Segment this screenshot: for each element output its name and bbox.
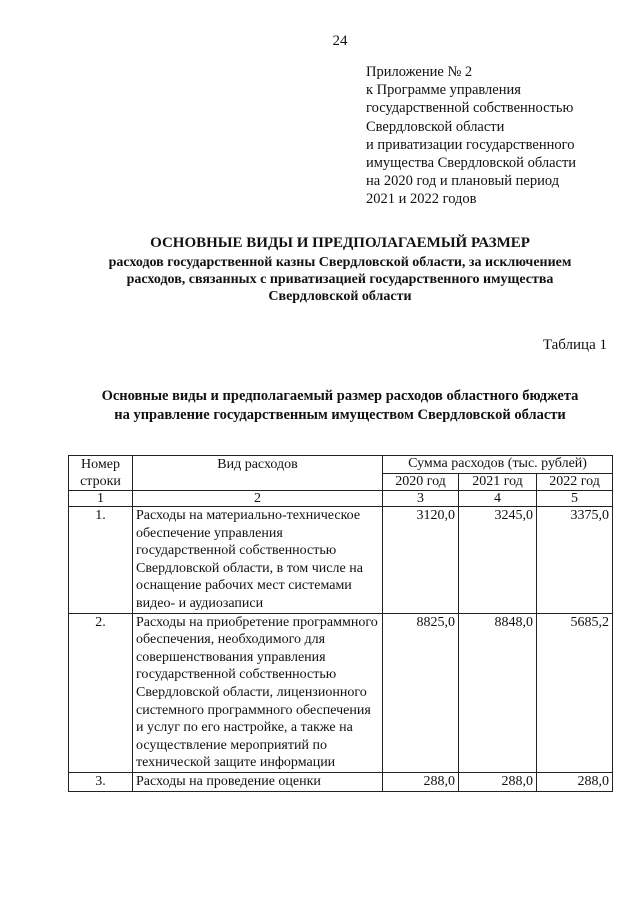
column-index: 1 bbox=[69, 491, 133, 507]
appendix-line: Приложение № 2 bbox=[366, 64, 473, 80]
table-title-line: Основные виды и предполагаемый размер расходов областного бюджета bbox=[101, 388, 579, 404]
row-description: Расходы на материально-техническое обеспечение управления государственной собственностью Свердловской области, в том числе на оснащение рабочих мест системами видео- и аудиозаписи bbox=[133, 507, 383, 614]
expenses-table bbox=[68, 455, 613, 792]
appendix-line: государственной собственностью bbox=[366, 100, 574, 117]
column-index-row bbox=[69, 491, 613, 507]
header-year: 2020 год bbox=[383, 473, 459, 491]
appendix-line: 2021 и 2022 годов bbox=[366, 191, 477, 208]
appendix-line: на 2020 год и плановый период bbox=[366, 173, 560, 190]
table-row bbox=[69, 772, 613, 791]
header-year: 2022 год bbox=[537, 473, 613, 491]
value-2022: 3375,0 bbox=[537, 507, 613, 614]
table-row bbox=[69, 613, 613, 772]
row-description: Расходы на проведение оценки bbox=[133, 772, 383, 791]
subtitle-line: расходов государственной казны Свердловской области, за исключением bbox=[108, 255, 572, 270]
column-index: 2 bbox=[133, 491, 383, 507]
table-title-line: на управление государственным имуществом Свердловской области bbox=[114, 407, 566, 423]
document-subtitle bbox=[40, 254, 640, 305]
header-year: 2021 год bbox=[459, 473, 537, 491]
row-description: Расходы на приобретение программного обеспечения, необходимого для совершенствования управления государственной собственностью Свердловской области, лицензионного системного программного обеспечения и услуг по его настройке, а также на осуществление мероприятий по технической защите информации bbox=[133, 613, 383, 772]
subtitle-line: Свердловской области bbox=[268, 289, 412, 304]
table-caption: Таблица 1 bbox=[542, 337, 607, 353]
value-2021: 3245,0 bbox=[459, 507, 537, 614]
appendix-line: Свердловской области bbox=[366, 118, 505, 135]
appendix-line: и приватизации государственного bbox=[366, 136, 575, 153]
appendix-line: к Программе управления bbox=[366, 82, 521, 99]
row-number: 1. bbox=[69, 507, 133, 614]
page-number: 24 bbox=[332, 33, 348, 49]
value-2020: 3120,0 bbox=[383, 507, 459, 614]
value-2021: 8848,0 bbox=[459, 613, 537, 772]
row-number: 2. bbox=[69, 613, 133, 772]
table-title bbox=[40, 387, 640, 425]
document-title: ОСНОВНЫЕ ВИДЫ И ПРЕДПОЛАГАЕМЫЙ РАЗМЕР bbox=[150, 235, 530, 251]
subtitle-line: расходов, связанных с приватизацией государственного имущества bbox=[126, 272, 554, 287]
value-2020: 8825,0 bbox=[383, 613, 459, 772]
appendix-block bbox=[366, 63, 576, 209]
header-row-number: Номер строки bbox=[69, 456, 133, 491]
value-2022: 5685,2 bbox=[537, 613, 613, 772]
value-2021: 288,0 bbox=[459, 772, 537, 791]
value-2022: 288,0 bbox=[537, 772, 613, 791]
column-index: 3 bbox=[383, 491, 459, 507]
header-sum: Сумма расходов (тыс. рублей) bbox=[383, 456, 613, 474]
column-index: 4 bbox=[459, 491, 537, 507]
table-row bbox=[69, 507, 613, 614]
value-2020: 288,0 bbox=[383, 772, 459, 791]
row-number: 3. bbox=[69, 772, 133, 791]
table-header-row bbox=[69, 456, 613, 474]
appendix-line: имущества Свердловской области bbox=[366, 155, 577, 172]
column-index: 5 bbox=[537, 491, 613, 507]
header-expense-type: Вид расходов bbox=[133, 456, 383, 491]
